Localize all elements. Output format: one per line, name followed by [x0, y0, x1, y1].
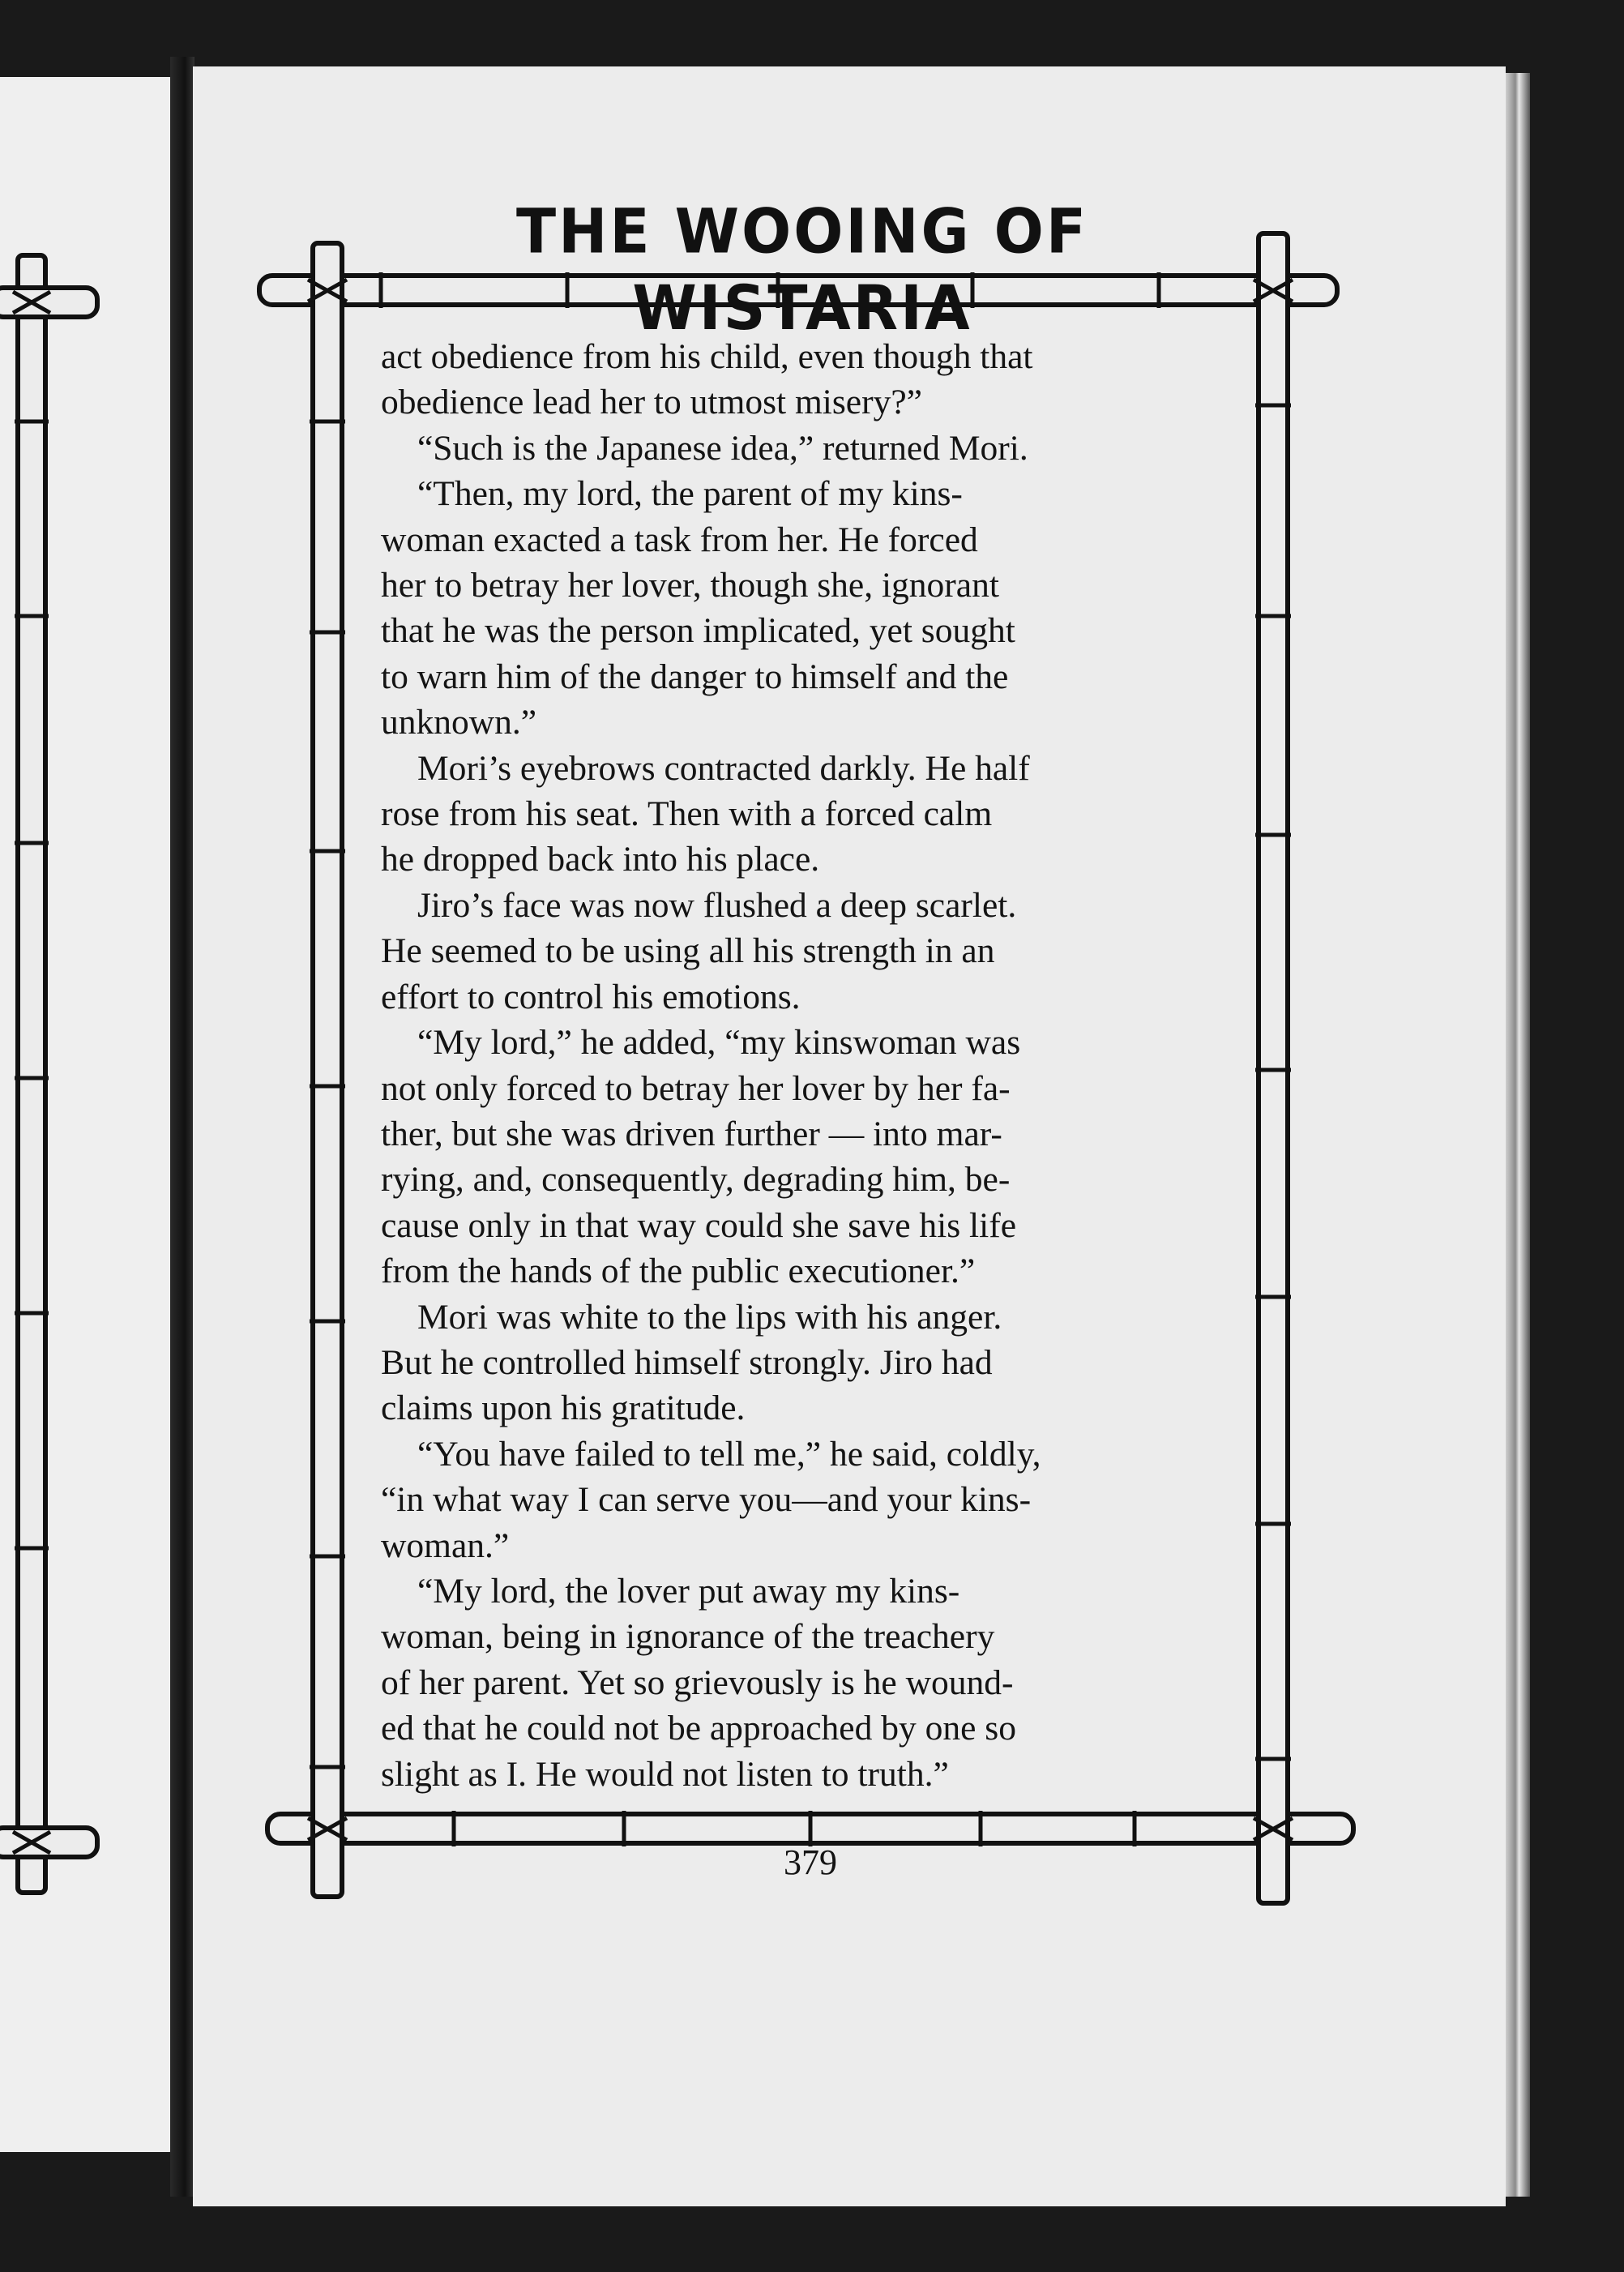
paragraph	[381, 1431, 1232, 1568]
paragraph	[381, 426, 1232, 471]
text-line: ed that he could not be approached by one so	[381, 1709, 1016, 1748]
text-line: Mori was white to the lips with his anger.	[417, 1297, 1002, 1337]
text-line: rying, and, consequently, degrading him, be-	[381, 1160, 1011, 1200]
paragraph	[381, 746, 1232, 883]
text-line: cause only in that way could she save his life	[381, 1205, 1016, 1245]
text-line: that he was the person implicated, yet sought	[381, 611, 1015, 651]
paragraph	[381, 1294, 1232, 1431]
paragraph	[381, 471, 1232, 745]
text-line: woman exacted a task from her. He forced	[381, 520, 978, 559]
text-line: claims upon his gratitude.	[381, 1388, 746, 1428]
text-line: He seemed to be using all his strength in an	[381, 931, 995, 971]
body-text	[381, 334, 1232, 1793]
text-line: “My lord,” he added, “my kinswoman was	[417, 1023, 1021, 1063]
frame-left-pole	[313, 243, 342, 1897]
text-line: “You have failed to tell me,” he said, coldly,	[417, 1434, 1041, 1474]
text-line: “Then, my lord, the parent of my kins-	[417, 474, 963, 514]
text-line: not only forced to betray her lover by her fa-	[381, 1068, 1011, 1108]
text-line: Jiro’s face was now flushed a deep scarlet.	[417, 885, 1017, 925]
text-line: obedience lead her to utmost misery?”	[381, 383, 922, 422]
text-line: Mori’s eyebrows contracted darkly. He half	[417, 748, 1030, 788]
text-line: “My lord, the lover put away my kins-	[417, 1571, 960, 1611]
left-page-bamboo-pole	[18, 255, 45, 1893]
text-line: from the hands of the public executioner.”	[381, 1252, 976, 1291]
text-line: But he controlled himself strongly. Jiro had	[381, 1342, 993, 1382]
text-line: to warn him of the danger to himself and the	[381, 657, 1009, 696]
page-number: 379	[784, 1842, 837, 1882]
text-line: rose from his seat. Then with a forced calm	[381, 794, 993, 834]
text-line: slight as I. He would not listen to truth.”	[381, 1754, 949, 1794]
text-line: her to betray her lover, though she, ignorant	[381, 566, 999, 605]
text-line: he dropped back into his place.	[381, 840, 820, 879]
running-head: THE WOOING OF WISTARIA	[515, 195, 1089, 344]
paragraph	[381, 1568, 1232, 1797]
text-line: “in what way I can serve you—and your kins-	[381, 1480, 1032, 1520]
paragraph	[381, 334, 1232, 426]
text-line: ther, but she was driven further — into mar-	[381, 1114, 1002, 1153]
text-line: “Such is the Japanese idea,” returned Mori.	[417, 428, 1028, 468]
text-line: woman, being in ignorance of the treachery	[381, 1617, 995, 1657]
paragraph	[381, 883, 1232, 1020]
text-line: act obedience from his child, even though that	[381, 337, 1033, 376]
text-line: unknown.”	[381, 703, 537, 742]
text-line: woman.”	[381, 1525, 510, 1565]
text-line: of her parent. Yet so grievously is he wound-	[381, 1662, 1014, 1702]
text-line: effort to control his emotions.	[381, 977, 801, 1016]
paragraph	[381, 1020, 1232, 1294]
